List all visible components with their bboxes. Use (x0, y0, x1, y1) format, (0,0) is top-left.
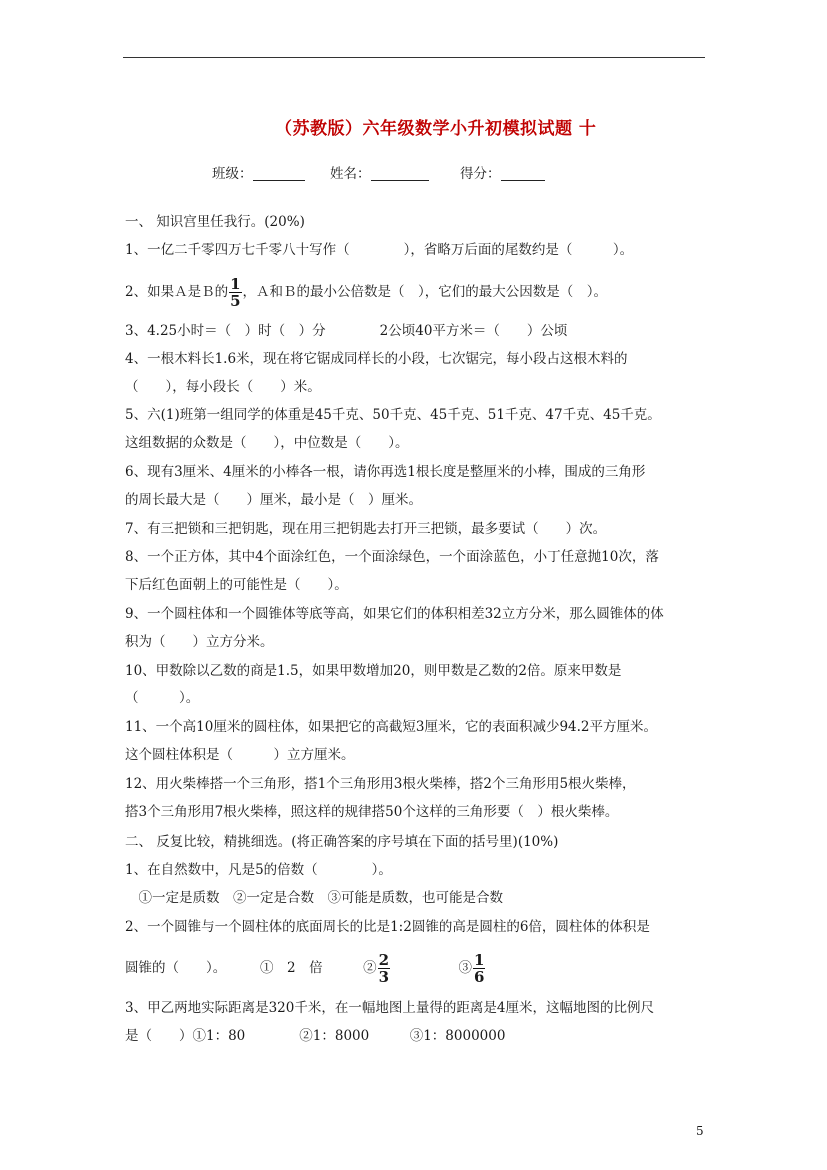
question-2-2-line2 (125, 952, 486, 985)
question-1-11-line2: 这个圆柱体积是（ ）立方厘米。 (125, 747, 355, 763)
question-2-1-options: ①一定是质数 ②一定是合数 ③可能是质数，也可能是合数 (125, 890, 503, 906)
class-blank (253, 166, 305, 181)
name-blank (371, 166, 429, 181)
question-2-2-line1: 2、一个圆锥与一个圆柱体的底面周长的比是1:2圆锥的高是圆柱的6倍，圆柱体的体积是 (125, 919, 650, 935)
question-2-3-line2: 是（ ）①1：80 ②1：8000 ③1：8000000 (125, 1028, 506, 1044)
page-number: 5 (696, 1124, 704, 1138)
q2-2-option2: ② (322, 960, 377, 976)
question-1-6-line1: 6、现有3厘米、4厘米的小棒各一根，请你再选1根长度是整厘米的小棒，围成的三角形 (125, 464, 646, 480)
question-1-9-line1: 9、一个圆柱体和一个圆锥体等底等高，如果它们的体积相差32立方分米，那么圆锥体的体 (125, 606, 664, 622)
class-label: 班级： (212, 166, 253, 182)
q2-text-a: 2、如果Ａ是Ｂ的 (125, 284, 229, 300)
name-field (330, 162, 429, 182)
question-1-12-line2: 搭3个三角形用7根火柴棒，照这样的规律搭50个这样的三角形要（ ）根火柴棒。 (125, 804, 619, 820)
question-1-2 (125, 276, 607, 309)
question-1-9-line2: 积为（ ）立方分米。 (125, 634, 274, 650)
fraction-one-sixth: $\frac{1}{6}$ (474, 951, 485, 986)
q2-text-b: ，Ａ和Ｂ的最小公倍数是（ ），它们的最大公因数是（ ）。 (242, 284, 608, 300)
section2-heading: 二、 反复比较，精挑细选。(将正确答案的序号填在下面的括号里)(10%) (125, 834, 559, 850)
section1-heading: 一、 知识宫里任我行。(20%) (125, 214, 305, 230)
fraction-two-thirds: $\frac{2}{3}$ (378, 951, 390, 986)
question-1-4-line1: 4、一根木料长1.6米，现在将它锯成同样长的小段，七次锯完，每小段占这根木料的 (125, 351, 628, 367)
question-1-6-line2: 的周长最大是（ ）厘米，最小是（ ）厘米。 (125, 492, 422, 508)
question-1-10-line1: 10、甲数除以乙数的商是1.5，如果甲数增加20，则甲数是乙数的2倍。原来甲数是 (125, 663, 622, 679)
question-1-3: 3、4.25小时＝（ ）时（ ）分 2公顷40平方米＝（ ）公顷 (125, 323, 568, 339)
fraction-one-fifth: $\frac{1}{5}$ (230, 275, 241, 310)
question-2-3-line1: 3、甲乙两地实际距离是320千米，在一幅地图上量得的距离是4厘米，这幅地图的比例尺 (125, 1000, 654, 1016)
score-label: 得分： (460, 166, 501, 182)
question-1-5-line1: 5、六(1)班第一组同学的体重是45千克、50千克、45千克、51千克、47千克、45千克。 (125, 407, 661, 423)
score-field (460, 162, 545, 182)
q2-2-text: 圆锥的（ ）。 ① 2 倍 (125, 960, 323, 976)
question-1-1: 1、一亿二千零四万七千零八十写作（ ），省略万后面的尾数约是（ ）。 (125, 242, 634, 258)
question-1-12-line1: 12、用火柴棒搭一个三角形，搭1个三角形用3根火柴棒，搭2个三角形用5根火柴棒， (125, 776, 636, 792)
question-2-1: 1、在自然数中，凡是5的倍数（ ）。 (125, 862, 392, 878)
class-field (212, 162, 305, 182)
question-1-4-line2: （ ），每小段长（ ）米。 (125, 379, 321, 395)
question-1-8-line2: 下后红色面朝上的可能性是（ ）。 (125, 577, 348, 593)
page-title: （苏教版）六年级数学小升初模拟试题 十 (275, 119, 597, 139)
q2-2-option3: ③ (391, 960, 473, 976)
question-1-8-line1: 8、一个正方体，其中4个面涂红色，一个面涂绿色，一个面涂蓝色，小丁任意抛10次，落 (125, 549, 659, 565)
question-1-7: 7、有三把锁和三把钥匙，现在用三把钥匙去打开三把锁，最多要试（ ）次。 (125, 521, 607, 537)
score-blank (501, 166, 545, 181)
question-1-11-line1: 11、一个高10厘米的圆柱体，如果把它的高截短3厘米，它的表面积减少94.2平方厘米。 (125, 719, 658, 735)
name-label: 姓名： (330, 166, 371, 182)
header-rule (123, 57, 705, 58)
question-1-5-line2: 这组数据的众数是（ ），中位数是（ ）。 (125, 435, 409, 451)
question-1-10-line2: （ ）。 (125, 690, 200, 706)
